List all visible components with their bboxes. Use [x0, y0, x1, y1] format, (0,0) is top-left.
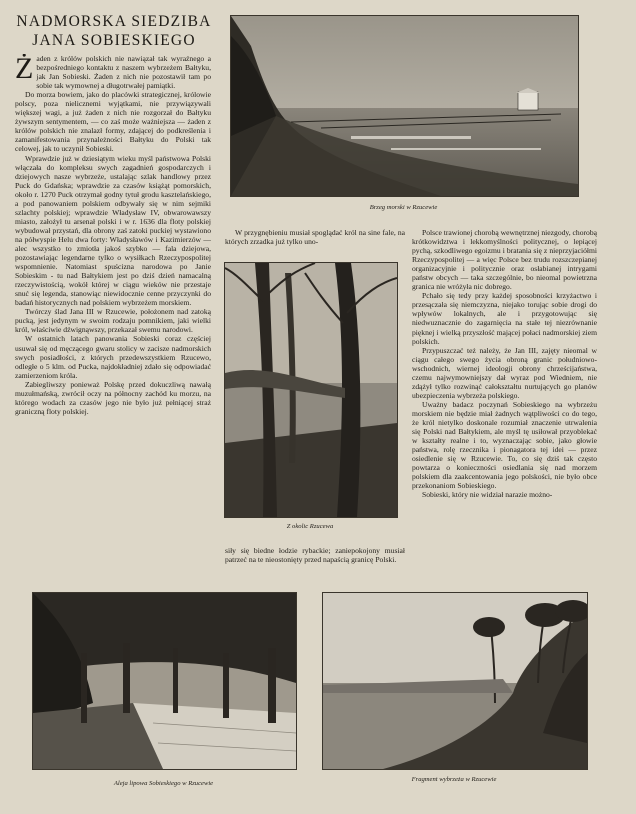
- paragraph: Przypuszczać też należy, że Jan III, zajęty nieomal w ciągu całego swego życia obroną granic południowo-wschodnich, wiernej ideologji obrony chrześcijaństwa, czemu najwymowniejszy dał wyraz pod Wiedniem, nie zdążył tylko rozwinąć całokształtu nurtujących go planów ubezpieczenia wybrzeża polskiego.: [412, 345, 597, 400]
- article-title: [14, 12, 214, 50]
- column-3: [412, 228, 597, 580]
- paragraph: Pchało się tedy przy każdej sposobności krzyżactwo i przesączała się niemczyzna, niejako torując sobie drogi do wpływów lokalnych, ale i przygotowując się niedwuznacznie do zagarnięcia na stałe tej niezrównanie pięknej i wielką przyszłość mającej połaci nadmorskiej ziem polskich.: [412, 291, 597, 346]
- photo-trees: [224, 262, 398, 518]
- caption-trees: Z okolic Rzucewa: [286, 523, 334, 530]
- paragraph: W przygnębieniu musiał spoglądać król na sine fale, na których zrzadka już tylko uno-: [225, 228, 405, 247]
- paragraph: Uważny badacz poczynań Sobieskiego na wybrzeżu morskiem nie będzie miał żadnych wątpliwości co do tego, że król nietylko doskonale rozumiał znaczenie utrwalenia się Polski nad Bałtykiem, ale myśl tę usiłował przyoblekać w kształty realne i to, wyznaczając sobie, jako głowie państwa, rolę rzecznika i pionagatora tej idei — przez osiedlenie się w Rzucewie. To, co się dziś tak często powtarza o konieczności osiedlania się nad morzem polskiem dla zaakcentowania jego polskości, nie było obce przekonaniom Sobieskiego.: [412, 399, 597, 491]
- column-2-top: [225, 228, 405, 250]
- column-2-bottom: [225, 546, 405, 578]
- photo-coast-fragment: [322, 592, 588, 770]
- paragraph: Zabiegliwszy ponieważ Polskę przed dokuczliwą nawałą muzułmańską, zwrócił oczy na północny zachód ku morzu, na którego wodach za czasów jego nie było już pełniącej straż graniczną floty polskiej.: [15, 379, 211, 416]
- drop-cap: Ż: [15, 54, 34, 85]
- paragraph: siły się biedne łodzie rybackie; zaniepokojony musiał patrzeć na te nieostonięty przed napaścią granicę Polski.: [225, 546, 405, 565]
- paragraph: Do morza bowiem, jako do placówki strategicznej, królowie polscy, poza nielicznemi wyjątkami, nie przywiązywali większej wagi, a już żaden z nich nie rozgorzał do Bałtyku żywszym sentymentem, — co zaś może ważniejsza — żaden z królów polskich nie znalazł formy, zdającej do podkreślenia i zamanifestowania przynależności Bałtyku do Polski tak celowej, jak to uczynił Sobieski.: [15, 90, 211, 154]
- paragraph: Polsce trawionej chorobą wewnętrznej niezgody, chorobą krótkowidztwa i lekkomyślności politycznej, o lepiącej pychą, szkodliwego egoizmu i bratania się z nieprzyjaciółmi Rzeczypospolitej — a więc Polsce bez trudu rozszczepianej organizacyjnie i politycznie oraz osłabianej intrygami państw obcych — taka szczególnie, bo nieomal powietrzna granica nie wróżyła nic dobrego.: [412, 228, 597, 292]
- column-1: [15, 54, 211, 582]
- caption-coast-fragment: Fragment wybrzeża w Rzucewie: [411, 776, 497, 783]
- caption-sea-shore: Brzeg morski w Rzucewie: [369, 204, 438, 211]
- paragraph: W ostatnich latach panowania Sobieski coraz częściej usuwał się od męczącego gwaru stolicy w zacisze nadmorskich swych posiadłości, z których przedewszystkiem Rzucewo, odległe o 5 klm. od Pucka, najdokładniej zdało się odpowiadać zamierzeniom króla.: [15, 334, 211, 380]
- photo-linden-alley: [32, 592, 297, 770]
- title-line-2: JANA SOBIESKIEGO: [32, 32, 196, 49]
- paragraph: Twórczy ślad Jana III w Rzucewie, położonem nad zatoką pucką, jest jedynym w swoim rodzaju pomnikiem, jaki wielki król, właściwie dźwignąwszy, przekazał swemu narodowi.: [15, 307, 211, 335]
- title-line-1: NADMORSKA SIEDZIBA: [16, 13, 212, 30]
- paragraph: Żaden z królów polskich nie nawiązał tak wyraźnego a bezpośredniego kontaktu z naszem wybrzeżem Bałtyku, jak Jan Sobieski. Żaden z nich nie pozostawił tam po sobie tak wymownej a długotrwałej pamiątki.: [15, 54, 211, 91]
- paragraph: Sobieski, który nie widział narazie możno-: [422, 490, 553, 500]
- caption-linden-alley: Aleja lipowa Sobieskiego w Rzucewie: [113, 780, 214, 787]
- paragraph: Wprawdzie już w dziesiątym wieku myśl państwowa Polski włączała do kompleksu swych zagadnień gospodarczych i dziejowych nasze wybrzeże, ustalając szlak handlowy przez Puck do Gdańska; wprawdzie za czasów książąt pomorskich, około r. 1270 Puck otrzymał godny tytuł grodu kasztelańskiego, a pod panowaniem polskiem odbywały się w nim sejmiki szlachty polskiej; wprawdzie Władysław IV, obwarowawszy miasto, założył tu arsenał polski i w r. 1636 dla floty polskiej wybudował przystań, dla obrony zaś zatoki puckiej wystawiono na półwyspie Helu dwa forty: Władysławów i Kazimierzów — alec wszystko to zmiotła jakoś szybko — fala dziejowa, pozostawiając legendarne tylko o wysiłkach Rzeczypospolitej wspomnienie. Natomiast spuścizna narodowa po Janie Sobieskim - tu nad Bałtykiem jest po dziś dzień namacalną rzeczywistością, wokół której w ciągu wieków nie przestaje snuć się legenda, stanowiąc niewidocznie cenne przyczynki do badań historycznych nad polskiem wybrzeżem morskiem.: [15, 153, 211, 308]
- photo-sea-shore: [230, 15, 579, 197]
